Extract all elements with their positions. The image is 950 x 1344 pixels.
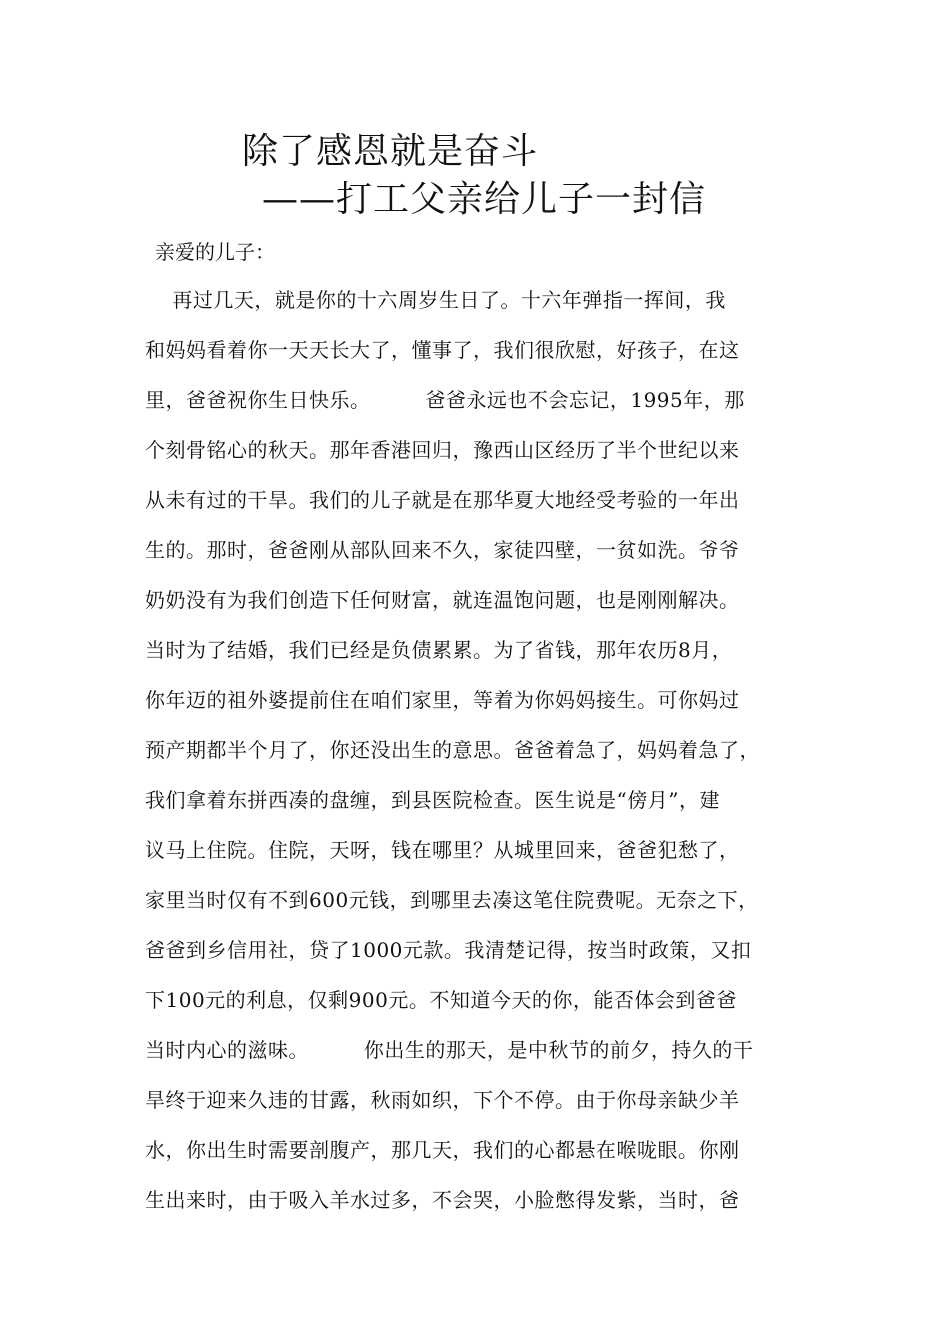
body-line: 旱终于迎来久违的甘露，秋雨如织，下个不停。由于你母亲缺少羊 [145,1088,740,1112]
body-line: 个刻骨铭心的秋天。那年香港回归，豫西山区经历了半个世纪以来 [145,438,740,462]
letter-salutation: 亲爱的儿子： [155,240,275,264]
body-line: 下100元的利息，仅剩900元。不知道今天的你，能否体会到爸爸 [145,988,737,1012]
body-line: 预产期都半个月了，你还没出生的意思。爸爸着急了，妈妈着急了， [145,738,760,762]
body-line: 生出来时，由于吸入羊水过多，不会哭，小脸憋得发紫，当时，爸 [145,1188,740,1212]
body-line: 奶奶没有为我们创造下任何财富，就连温饱问题，也是刚刚解决。 [145,588,740,612]
document-subtitle: ——打工父亲给儿子一封信 [262,179,707,220]
body-line: 和妈妈看着你一天天长大了，懂事了，我们很欣慰，好孩子，在这 [145,338,740,362]
body-line: 当时内心的滋味。 你出生的那天，是中秋节的前夕，持久的干 [145,1038,754,1062]
body-line: 里，爸爸祝你生日快乐。 爸爸永远也不会忘记，1995年，那 [145,388,745,412]
body-line: 再过几天，就是你的十六周岁生日了。十六年弹指一挥间，我 [145,288,726,312]
body-line: 我们拿着东拼西凑的盘缠，到县医院检查。医生说是“傍月”，建 [145,788,720,812]
letter-body [145,284,825,1234]
body-line: 从未有过的干旱。我们的儿子就是在那华夏大地经受考验的一年出 [145,488,740,512]
body-line: 爸爸到乡信用社，贷了1000元款。我清楚记得，按当时政策，又扣 [145,938,752,962]
body-line: 生的。那时，爸爸刚从部队回来不久，家徒四壁，一贫如洗。爷爷 [145,538,740,562]
body-line: 家里当时仅有不到600元钱，到哪里去凑这笔住院费呢。无奈之下， [145,888,759,912]
body-line: 议马上住院。住院，天呀，钱在哪里？从城里回来，爸爸犯愁了， [145,838,740,862]
body-line: 水，你出生时需要剖腹产，那几天，我们的心都悬在喉咙眼。你刚 [145,1138,740,1162]
body-line: 当时为了结婚，我们已经是负债累累。为了省钱，那年农历8月， [145,638,733,662]
body-line: 你年迈的祖外婆提前住在咱们家里，等着为你妈妈接生。可你妈过 [145,688,740,712]
document-title: 除了感恩就是奋斗 [242,131,539,172]
